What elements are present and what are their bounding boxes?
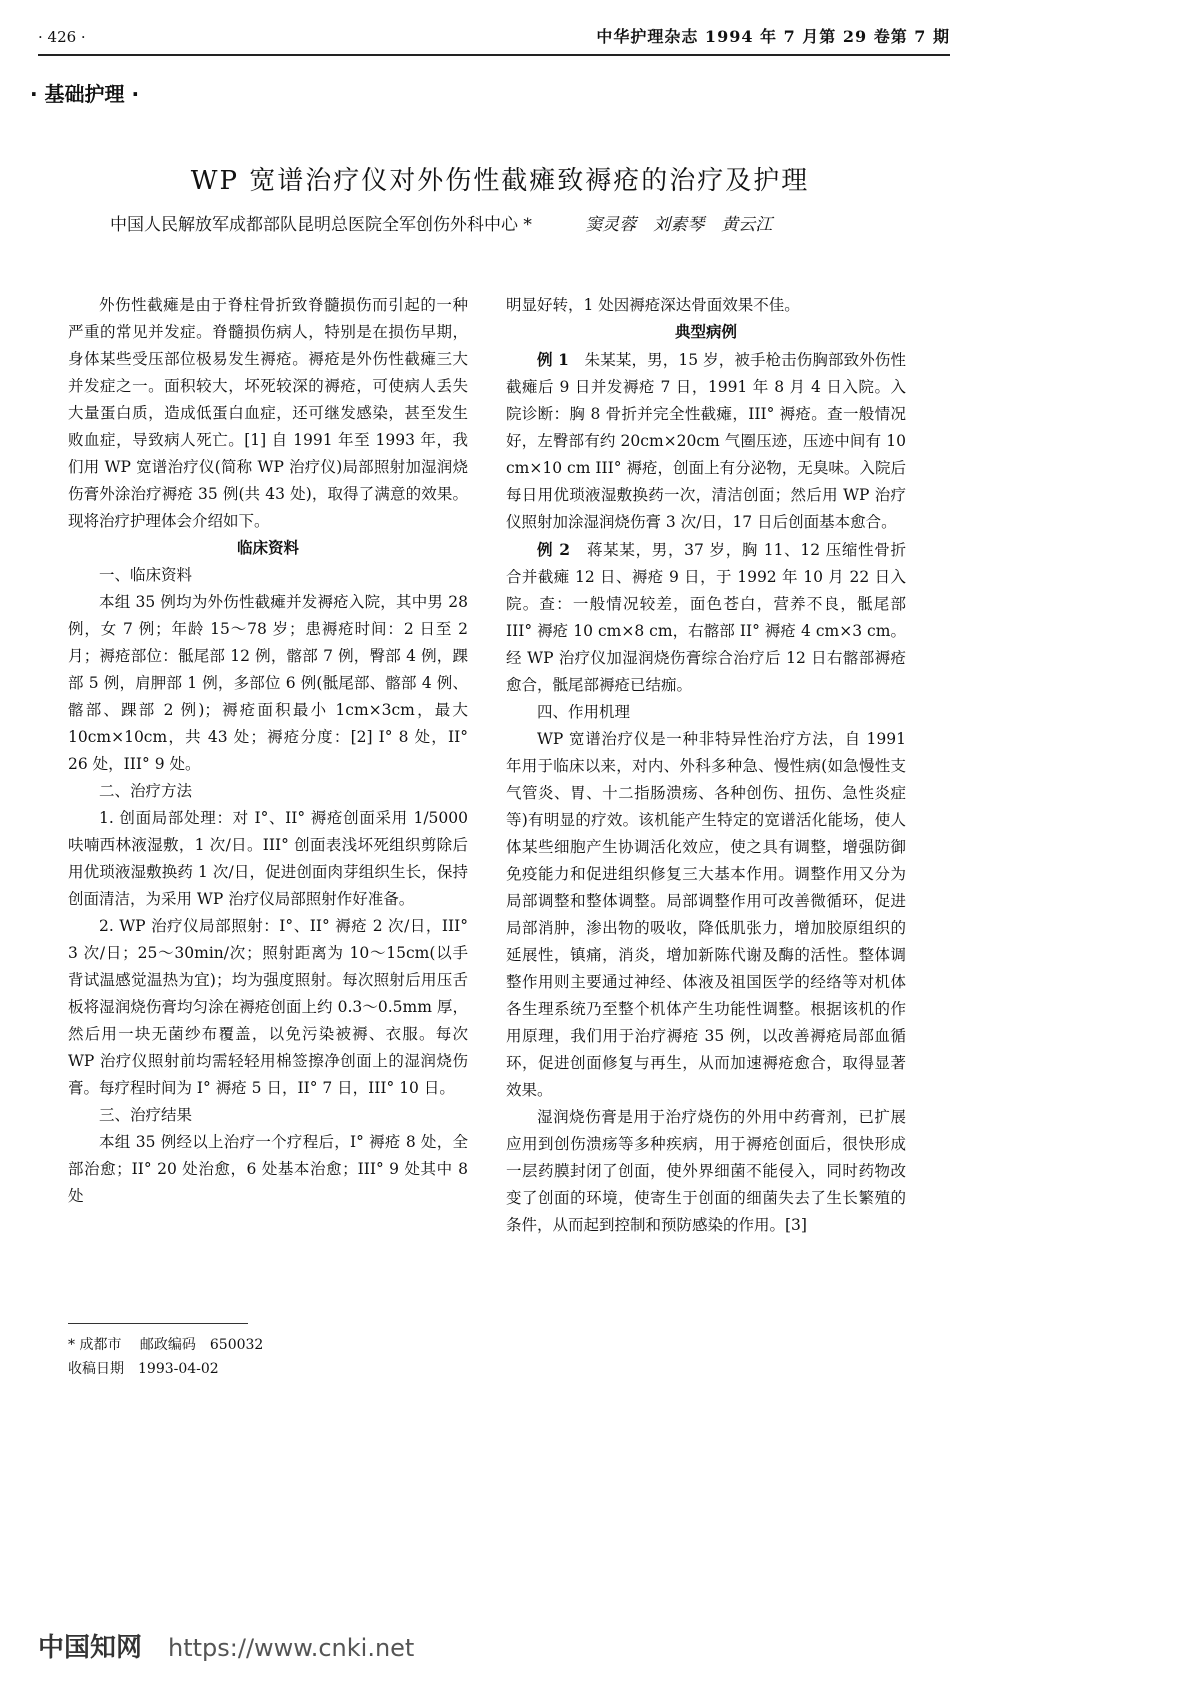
footnote [68,1333,263,1381]
watermark-url[interactable]: https://www.cnki.net [168,1634,415,1662]
footnote-received-date: 收稿日期 1993-04-02 [68,1361,219,1377]
footnote-postcode: * 成都市 邮政编码 650032 [68,1337,264,1353]
page-number: · 426 · [38,28,86,46]
case-2-text: 蒋某某，男，37 岁，胸 11、12 压缩性骨折合并截瘫 12 日、褥疮 9 日，于 1992 年 10 月 22 日入院。查：一般情况较差，面色苍白，营养不良，骶尾部 III° 褥疮 10 cm×8 cm，右髂部 II° 褥疮 4 cm×3 cm。经 WP 治疗仪加湿润烧伤膏综合治疗后 12 日右髂部褥疮愈合，骶尾部褥疮已结痂。 [506,541,906,694]
watermark-brand: 中国知网 [38,1633,143,1663]
case-2-paragraph [506,536,906,699]
case-1-label: 例 1 [537,350,569,369]
article-title: WP 宽谱治疗仪对外伤性截瘫致褥疮的治疗及护理 [190,166,810,196]
results-continued: 明显好转，1 处因褥疮深达骨面效果不佳。 [506,296,800,314]
case-1-text: 朱某某，男，15 岁，被手枪击伤胸部致外伤性截瘫后 9 日并发褥疮 7 日，1991 年 8 月 4 日入院。入院诊断：胸 8 骨折并完全性截瘫，III° 褥疮。查一般情况好，左臀部有约 20cm×20cm 气圈压迹，压迹中间有 10 cm×10 cm III° 褥疮，创面上有分泌物，无臭味。入院后每日用优琐液湿敷换药一次，清洁创面；然后用 WP 治疗仪照射加涂湿润烧伤膏 3 次/日，17 日后创面基本愈合。 [506,351,906,531]
subheading-mechanism: 四、作用机理 [537,703,631,721]
clinical-paragraph: 本组 35 例均为外伤性截瘫并发褥疮入院，其中男 28 例，女 7 例；年龄 15～78 岁；患褥疮时间：2 日至 2 月；褥疮部位：骶尾部 12 例，髂部 7 例，臀部 4 例，踝部 5 例，肩胛部 1 例，多部位 6 例(骶尾部、髂部 4 例、髂部、踝部 2 例)；褥疮面积最小 1cm×3cm，最大 10cm×10cm，共 43 处；褥疮分度：[2] I° 8 处，II° 26 处，III° 9 处。 [68,593,468,773]
right-column [506,292,906,1239]
journal-header: 中华护理杂志 1994 年 7 月第 29 卷第 7 期 [596,27,950,46]
section-tag: · 基础护理 · [30,82,140,106]
heading-typical-cases: 典型病例 [674,323,737,341]
footnote-rule [68,1323,248,1324]
affiliation: 中国人民解放军成都部队昆明总医院全军创伤外科中心 * [110,215,532,235]
author-names: 窦灵蓉 刘素琴 黄云江 [585,215,773,235]
mechanism-paragraph-2: 湿润烧伤膏是用于治疗烧伤的外用中药膏剂，已扩展应用到创伤溃疡等多种疾病，用于褥疮创面后，很快形成一层药膜封闭了创面，使外界细菌不能侵入，同时药物改变了创面的环境，使寄生于创面的细菌失去了生长繁殖的条件，从而起到控制和预防感染的作用。[3] [506,1108,906,1234]
intro-paragraph: 外伤性截瘫是由于脊柱骨折致脊髓损伤而引起的一种严重的常见并发症。脊髓损伤病人，特别是在损伤早期，身体某些受压部位极易发生褥疮。褥疮是外伤性截瘫三大并发症之一。面积较大，坏死较深的褥疮，可使病人丢失大量蛋白质，造成低蛋白血症，还可继发感染，甚至发生败血症，导致病人死亡。[1] 自 1991 年至 1993 年，我们用 WP 宽谱治疗仪(简称 WP 治疗仪)局部照射加湿润烧伤膏外涂治疗褥疮 35 例(共 43 处)，取得了满意的效果。现将治疗护理体会介绍如下。 [68,296,468,530]
subheading-results: 三、治疗结果 [99,1106,193,1124]
subheading-clinical: 一、临床资料 [99,566,193,584]
left-column [68,292,468,1210]
methods-paragraph-1: 1. 创面局部处理：对 I°、II° 褥疮创面采用 1/5000 呋喃西林液湿敷，1 次/日。III° 创面表浅坏死组织剪除后用优琐液湿敷换药 1 次/日，促进创面肉芽组织生长，保持创面清洁，为采用 WP 治疗仪局部照射作好准备。 [68,809,468,908]
results-paragraph: 本组 35 例经以上治疗一个疗程后，I° 褥疮 8 处，全部治愈；II° 20 处治愈，6 处基本治愈；III° 9 处其中 8 处 [68,1133,468,1205]
case-2-label: 例 2 [537,540,571,559]
cnki-watermark [38,1627,414,1664]
header-rule [38,54,950,56]
author-line [110,210,772,235]
methods-paragraph-2: 2. WP 治疗仪局部照射：I°、II° 褥疮 2 次/日，III° 3 次/日；25～30min/次；照射距离为 10～15cm(以手背试温感觉温热为宜)；均为强度照射。每次照射后用压舌板将湿润烧伤膏均匀涂在褥疮创面上约 0.3～0.5mm 厚，然后用一块无菌纱布覆盖，以免污染被褥、衣服。每次 WP 治疗仪照射前均需轻轻用棉签擦净创面上的湿润烧伤膏。每疗程时间为 I° 褥疮 5 日，II° 7 日，III° 10 日。 [68,917,468,1097]
case-1-paragraph [506,346,906,536]
heading-clinical-data: 临床资料 [236,539,299,557]
subheading-methods: 二、治疗方法 [99,782,193,800]
mechanism-paragraph-1: WP 宽谱治疗仪是一种非特异性治疗方法，自 1991 年用于临床以来，对内、外科多种急、慢性病(如急慢性支气管炎、胃、十二指肠溃疡、各种创伤、扭伤、急性炎症等)有明显的疗效。该机能产生特定的宽谱活化能场，使人体某些细胞产生协调活化效应，使之具有调整，增强防御免疫能力和促进组织修复三大基本作用。调整作用又分为局部调整和整体调整。局部调整作用可改善微循环，促进局部消肿，渗出物的吸收，降低肌张力，增加胶原组织的延展性，镇痛，消炎，增加新陈代谢及酶的活性。整体调整作用则主要通过神经、体液及祖国医学的经络等对机体各生理系统乃至整个机体产生功能性调整。根据该机的作用原理，我们用于治疗褥疮 35 例，以改善褥疮局部血循环，促进创面修复与再生，从而加速褥疮愈合，取得显著效果。 [506,730,906,1099]
